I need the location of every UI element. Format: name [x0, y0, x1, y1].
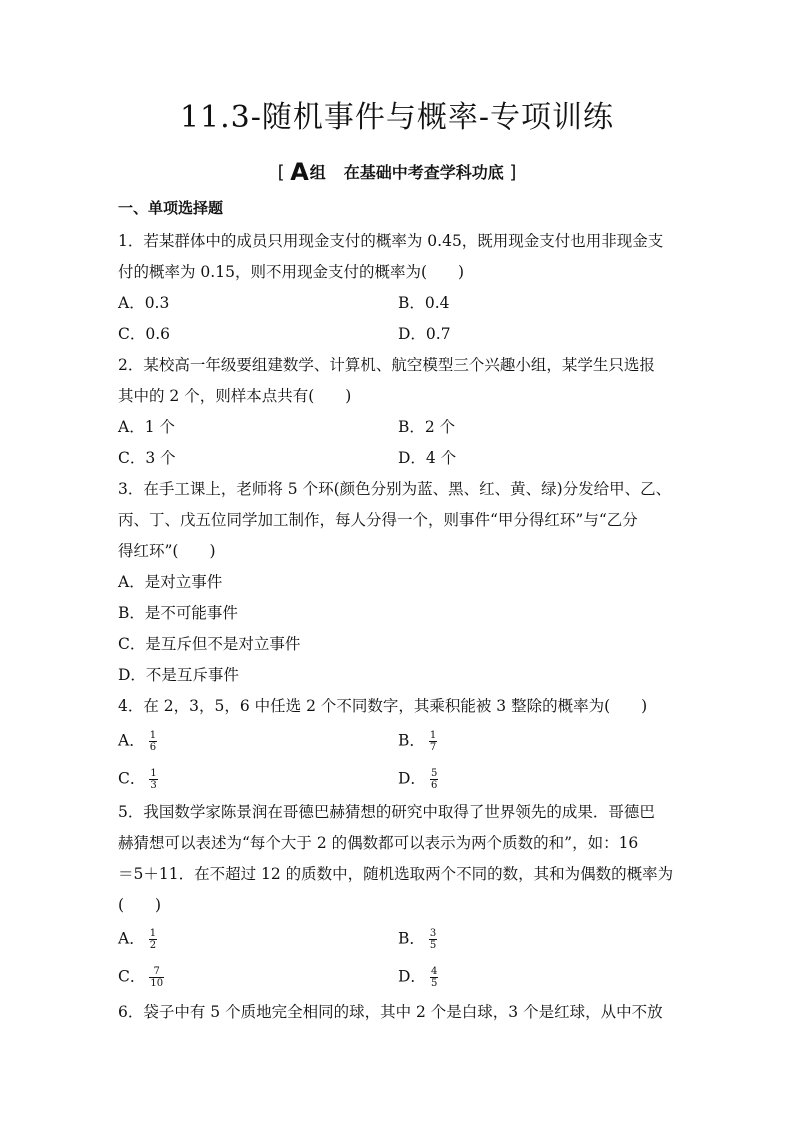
q1-option-a: A．0.3: [118, 294, 170, 312]
q2-option-b: B．2 个: [398, 418, 456, 436]
fraction: [429, 730, 437, 753]
group-bracket-open: [: [277, 162, 285, 183]
fraction: [149, 966, 164, 989]
group-letter: A: [290, 158, 309, 186]
q3-option-b: B．是不可能事件: [118, 604, 238, 622]
fraction: [149, 730, 157, 753]
q1-line2: 付的概率为 0.15，则不用现金支付的概率为( ): [118, 263, 465, 281]
option-label: D．: [398, 769, 426, 788]
fraction-denominator: 7: [429, 742, 437, 753]
fraction-numerator: 1: [149, 928, 157, 939]
q3-option-c: C．是互斥但不是对立事件: [118, 635, 301, 653]
q3-line3: 得红环”( ): [118, 542, 216, 560]
q3-line2: 丙、丁、戊五位同学加工制作，每人分得一个，则事件“甲分得红环”与“乙分: [118, 511, 638, 529]
q5-option-d: [398, 966, 438, 989]
q1-line1: 1．若某群体中的成员只用现金支付的概率为 0.45，既用现金支付也用非现金支: [118, 232, 664, 250]
fraction-numerator: 1: [429, 730, 437, 741]
q5-line1: 5．我国数学家陈景润在哥德巴赫猜想的研究中取得了世界领先的成果．哥德巴: [118, 803, 655, 821]
section-heading: 一、单项选择题: [118, 199, 224, 217]
fraction-numerator: 4: [430, 966, 438, 977]
fraction-numerator: 3: [429, 928, 437, 939]
option-label: D．: [398, 967, 426, 986]
fraction-numerator: 1: [150, 768, 157, 779]
fraction-numerator: 7: [149, 966, 164, 978]
q5-line3: ＝5＋11．在不超过 12 的质数中，随机选取两个不同的数，其和为偶数的概率为: [118, 865, 674, 883]
group-heading: [0, 160, 794, 185]
q4-line1: 4．在 2，3，5，6 中任选 2 个不同数字，其乘积能被 3 整除的概率为( ): [118, 697, 648, 715]
page-title: 11.3-随机事件与概率-专项训练: [179, 100, 615, 135]
q4-option-d: [398, 768, 438, 791]
group-text: 在基础中考查学科功底: [343, 163, 504, 182]
fraction-denominator: 10: [150, 978, 164, 989]
q5-option-b: [398, 928, 437, 951]
q3-line1: 3．在手工课上，老师将 5 个环(颜色分别为蓝、黑、红、黄、绿)分发给甲、乙、: [118, 480, 672, 498]
fraction: [430, 966, 438, 989]
option-label: B．: [398, 929, 425, 948]
q5-option-c: [118, 966, 164, 989]
fraction-denominator: 5: [430, 978, 438, 989]
fraction: [149, 768, 157, 791]
fraction: [430, 768, 438, 791]
option-label: C．: [118, 967, 146, 986]
q2-line1: 2．某校高一年级要组建数学、计算机、航空模型三个兴趣小组，某学生只选报: [118, 356, 655, 374]
q2-option-c: C．3 个: [118, 449, 176, 467]
fraction-denominator: 5: [429, 940, 437, 951]
q1-option-c: C．0.6: [118, 325, 171, 343]
fraction-denominator: 3: [150, 780, 157, 791]
option-label: C．: [118, 769, 146, 788]
q2-option-d: D．4 个: [398, 449, 457, 467]
q2-option-a: A．1 个: [118, 418, 175, 436]
group-suffix: 组: [309, 163, 326, 182]
q6-line1: 6．袋子中有 5 个质地完全相同的球，其中 2 个是白球，3 个是红球，从中不放: [118, 1003, 663, 1021]
fraction-numerator: 1: [149, 730, 157, 741]
group-bracket-close: ]: [509, 162, 517, 183]
q3-option-d: D．不是互斥事件: [118, 666, 239, 684]
q1-option-b: B．0.4: [398, 294, 450, 312]
fraction-denominator: 6: [149, 742, 157, 753]
q4-option-c: [118, 768, 158, 791]
q2-line2: 其中的 2 个，则样本点共有( ): [118, 387, 352, 405]
option-label: B．: [398, 731, 425, 750]
q5-line4: ( ): [118, 896, 162, 914]
fraction: [149, 928, 157, 951]
fraction-numerator: 5: [430, 768, 438, 779]
q5-line2: 赫猜想可以表述为“每个大于 2 的偶数都可以表示为两个质数的和”，如：16: [118, 834, 639, 852]
q3-option-a: A．是对立事件: [118, 573, 223, 591]
q5-option-a: [118, 928, 157, 951]
option-label: A．: [118, 731, 145, 750]
fraction-denominator: 2: [149, 940, 157, 951]
q1-option-d: D．0.7: [398, 325, 451, 343]
q4-option-b: [398, 730, 437, 753]
option-label: A．: [118, 929, 145, 948]
fraction: [429, 928, 437, 951]
q4-option-a: [118, 730, 157, 753]
fraction-denominator: 6: [430, 780, 438, 791]
